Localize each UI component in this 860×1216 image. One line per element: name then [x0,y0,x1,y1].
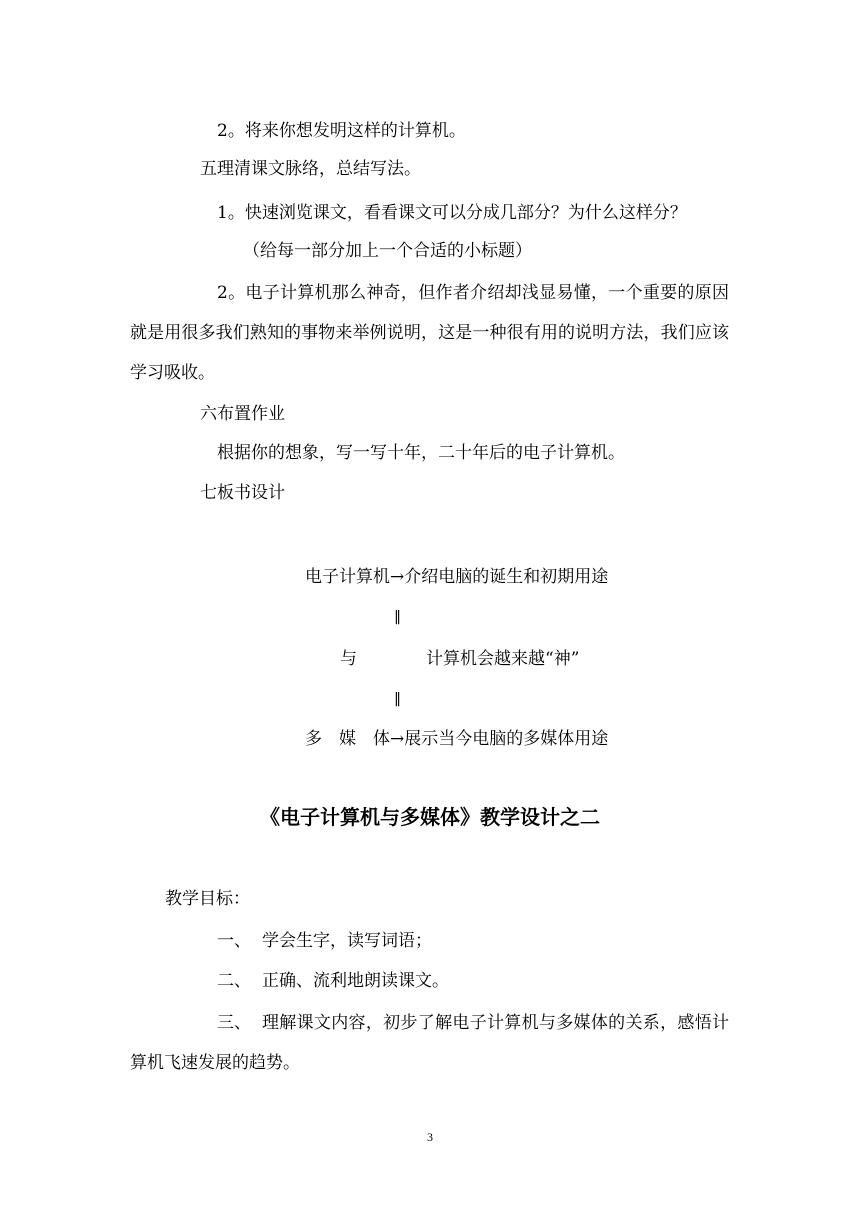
board-row-2-right: 计算机会越来越“神” [426,649,580,669]
objective-3-text: 理解课文内容，初步了解电子计算机与多媒体的关系，感悟计 [262,1013,729,1033]
objective-2-text: 正确、流利地朗读课文。 [262,971,449,991]
objectives-label: 教学目标： [165,889,250,909]
heading-6: 六布置作业 [200,404,285,424]
homework-text: 根据你的想象，写一写十年，二十年后的电子计算机。 [217,443,625,463]
question-2-line-3: 学习吸收。 [130,363,215,383]
page-number: 3 [427,1130,433,1144]
question-1-note: （给每一部分加上一个合适的小标题） [243,241,532,261]
question-2-line-1: 2。电子计算机那么神奇，但作者介绍却浅显易懂，一个重要的原因 [217,283,729,303]
question-1: 1。快速浏览课文，看看课文可以分成几部分？为什么这样分？ [217,203,687,223]
board-row-2-left: 与 [340,649,357,669]
heading-7: 七板书设计 [200,483,285,503]
objective-1-text: 学会生字，读写词语； [262,931,432,951]
heading-5: 五理清课文脉络，总结写法。 [200,159,421,179]
item-2: 2。将来你想发明这样的计算机。 [217,121,466,141]
board-separator-1: ‖ [394,609,401,625]
objective-3-continuation: 算机飞速发展的趋势。 [130,1053,300,1073]
objective-2-marker: 二、 [217,971,251,991]
board-row-3-char-1: 多 [305,729,322,749]
objective-1-marker: 一、 [217,931,251,951]
board-row-1: 电子计算机→介绍电脑的诞生和初期用途 [305,567,609,587]
board-separator-2: ‖ [394,691,401,707]
board-row-3-rest: 体→展示当今电脑的多媒体用途 [373,729,609,749]
board-row-3-char-2: 媒 [339,729,356,749]
objective-3-marker: 三、 [217,1013,251,1033]
document-title: 《电子计算机与多媒体》教学设计之二 [260,805,600,829]
question-2-line-2: 就是用很多我们熟知的事物来举例说明，这是一种很有用的说明方法，我们应该 [130,323,729,343]
